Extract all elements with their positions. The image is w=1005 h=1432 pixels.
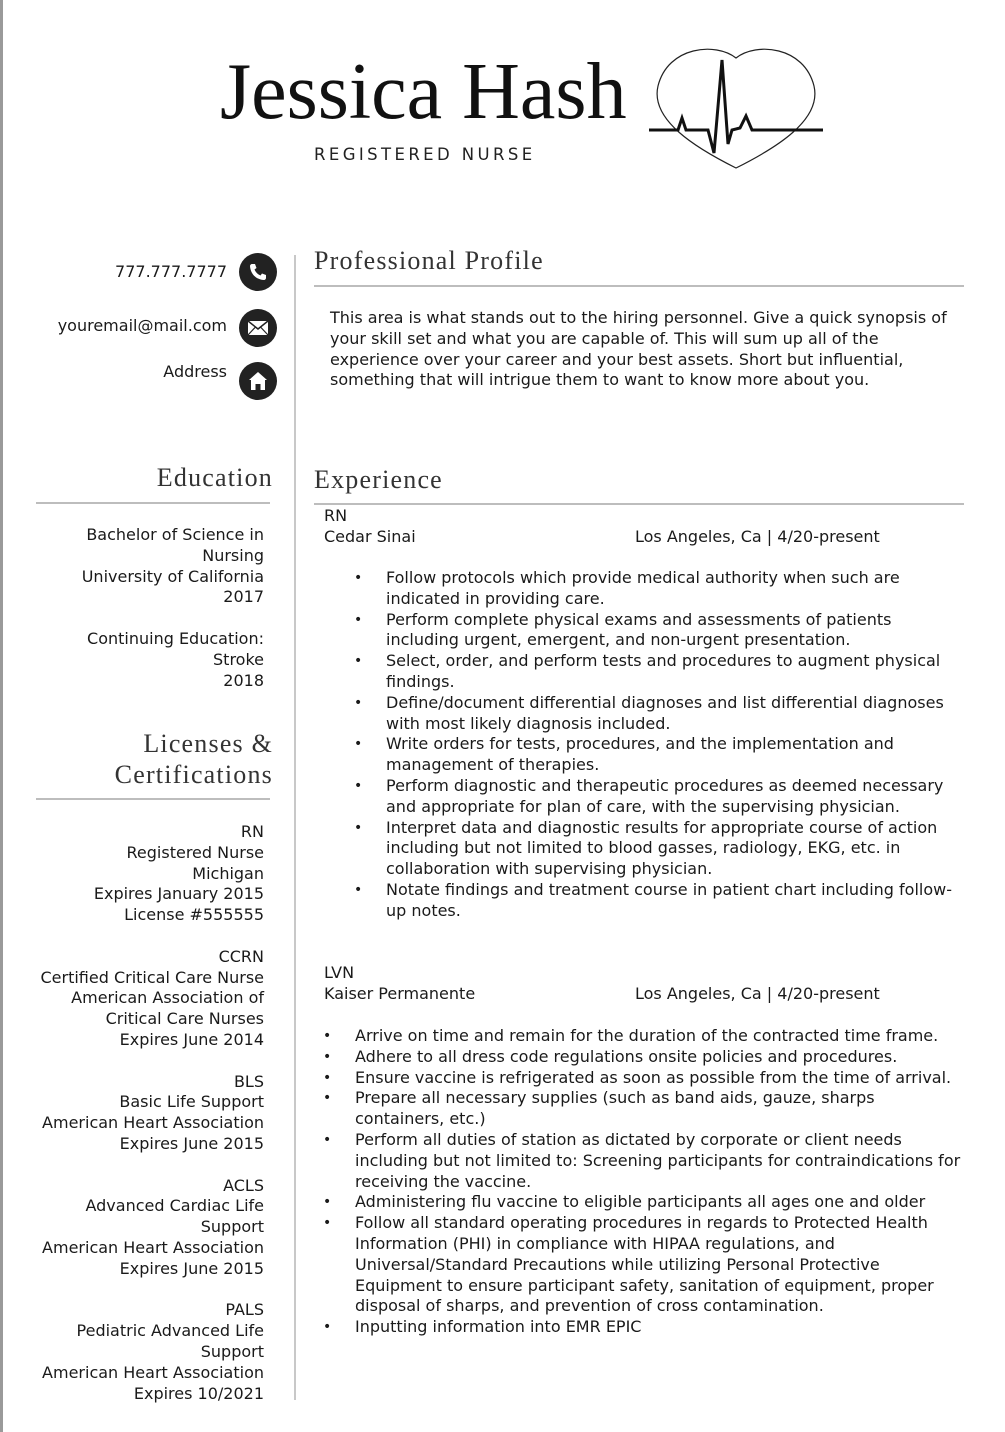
phone-text: 777.777.7777 [115, 262, 227, 281]
bullet-text: Perform diagnostic and therapeutic procedures as deemed necessary and appropriate for plan of care, with the supervising physician. [386, 775, 944, 816]
bullet-icon: • [354, 570, 363, 586]
education-line: University of California [81, 566, 264, 586]
education-line: Stroke [213, 649, 264, 669]
heart-ekg-icon [646, 48, 826, 172]
license-line: Expires January 2015 [93, 884, 264, 904]
job-location-date: Los Angeles, Ca | 4/20-present [635, 983, 880, 1003]
license-line: Basic Life Support [119, 1092, 264, 1112]
licenses-list [40, 822, 264, 1425]
license-line: Pediatric Advanced Life [76, 1321, 264, 1341]
license-line: Michigan [192, 863, 264, 883]
education-line: 2017 [223, 587, 264, 607]
education-line: Nursing [202, 545, 264, 565]
education-block [82, 629, 264, 691]
education-line: 2018 [223, 670, 264, 690]
bullet-text: Perform complete physical exams and assessments of patients including urgent, emergent, and non-urgent presentation. [386, 609, 892, 650]
license-line: Advanced Cardiac Life [85, 1196, 264, 1216]
license-line: Expires 10/2021 [133, 1383, 264, 1403]
bullet-item [323, 1067, 967, 1089]
education-line: Continuing Education: [87, 628, 264, 648]
bullet-text: Ensure vaccine is refrigerated as soon as possible from the time of arrival. [355, 1067, 952, 1087]
licenses-rule [36, 798, 270, 800]
bullet-item [323, 1129, 967, 1192]
bullet-icon: • [354, 611, 363, 628]
bullet-item [323, 1026, 967, 1047]
license-block [40, 1300, 264, 1404]
phone-icon [239, 253, 277, 291]
bullet-icon: • [323, 1048, 332, 1065]
bullet-item [354, 775, 958, 818]
bullet-text: Arrive on time and remain for the duration of the contracted time frame. [355, 1026, 939, 1045]
bullet-item [354, 609, 958, 652]
bullet-icon: • [354, 777, 363, 794]
bullet-text: Prepare all necessary supplies (such as band aids, gauze, sharps containers, etc.) [355, 1088, 875, 1129]
address-text: Address [163, 362, 227, 381]
job-employer: Kaiser Permanente [324, 983, 476, 1003]
bullet-item [354, 568, 958, 610]
bullet-text: Follow all standard operating procedures in regards to Protected Health Information (PHI) in compliance with HIPAA regulations, and Universal/Standard Precautions while utilizing Personal Protective Equipment to ensure participant safety, sanitation of equipment, proper disposal of sharps, and prevention of cross contamination. [355, 1213, 934, 1316]
bullet-text: Administering flu vaccine to eligible participants all ages one and older [355, 1192, 926, 1212]
bullet-text: Select, order, and perform tests and procedures to augment physical findings. [386, 651, 941, 691]
bullet-item [354, 879, 958, 922]
bullet-item [354, 734, 958, 776]
bullet-icon: • [323, 1090, 332, 1107]
bullet-item [323, 1046, 967, 1068]
license-line: American Heart Association [42, 1362, 264, 1382]
bullet-icon: • [354, 653, 363, 670]
bullet-text: Write orders for tests, procedures, and the implementation and management of therapies. [386, 734, 894, 775]
license-line: Registered Nurse [126, 842, 264, 862]
profile-heading: Professional Profile [314, 246, 544, 275]
bullet-icon: • [323, 1131, 332, 1148]
job-role: LVN [324, 963, 355, 982]
license-line: Expires June 2015 [119, 1258, 264, 1278]
experience-rule [314, 503, 964, 505]
job-location-date: Los Angeles, Ca | 4/20-present [635, 526, 880, 546]
license-block [40, 1072, 264, 1155]
license-line: Support [200, 1217, 264, 1237]
bullet-text: Inputting information into EMR EPIC [355, 1317, 642, 1337]
bullet-item [354, 692, 958, 735]
profile-rule [314, 285, 964, 287]
bullet-text: Adhere to all dress code regulations onsite policies and procedures. [355, 1046, 898, 1066]
job-rn-bullets [354, 568, 958, 922]
home-icon [239, 362, 277, 400]
license-line: CCRN [218, 946, 264, 966]
education-rule [36, 502, 270, 504]
license-line: ACLS [223, 1175, 264, 1195]
license-line: Expires June 2014 [119, 1029, 264, 1049]
profile-text: This area is what stands out to the hiring personnel. Give a quick synopsis of your skill set and what you are capable of. This will sum up all of the experience over your career and your best assets. Short but influential, something that will intrigue them to want to know more about you. [330, 308, 947, 390]
license-line: Critical Care Nurses [105, 1009, 264, 1029]
bullet-icon: • [323, 1215, 332, 1232]
job-lvn-bullets [323, 1026, 967, 1338]
bullet-text: Define/document differential diagnoses and list differential diagnoses with most likely diagnosis included. [386, 692, 944, 733]
bullet-item [323, 1317, 967, 1338]
experience-heading: Experience [314, 465, 443, 494]
license-line: Certified Critical Care Nurse [40, 967, 264, 987]
education-line: Bachelor of Science in [86, 525, 264, 544]
license-block [40, 1176, 264, 1280]
job-employer: Cedar Sinai [324, 526, 416, 546]
bullet-icon: • [323, 1028, 332, 1044]
license-line: License #555555 [124, 905, 264, 925]
job-lvn [324, 963, 964, 1005]
licenses-heading-line2: Certifications [114, 760, 273, 789]
envelope-icon [239, 309, 277, 347]
candidate-name: Jessica Hash [220, 48, 627, 136]
license-block [40, 822, 264, 926]
license-line: American Heart Association [42, 1113, 264, 1133]
bullet-item [323, 1192, 967, 1213]
job-role: RN [324, 506, 348, 525]
education-heading: Education [156, 463, 273, 492]
bullet-icon: • [354, 819, 363, 836]
bullet-icon: • [354, 881, 363, 898]
bullet-text: Perform all duties of station as dictated by corporate or client needs including but not limited to: Screening participants for contraindications for receiving the vaccine. [355, 1129, 961, 1191]
license-line: BLS [233, 1071, 264, 1091]
job-rn [324, 506, 964, 548]
license-block [40, 947, 264, 1051]
bullet-item [354, 817, 958, 880]
bullet-icon: • [323, 1319, 332, 1336]
bullet-text: Interpret data and diagnostic results for appropriate course of action including but not limited to blood gasses, radiology, EKG, etc. in collaboration with supervising physician. [386, 817, 938, 879]
license-line: Expires June 2015 [119, 1133, 264, 1153]
education-block [82, 525, 264, 608]
bullet-icon: • [354, 736, 363, 753]
education-list [82, 525, 264, 712]
email-text: youremail@mail.com [57, 316, 227, 335]
license-line: RN [240, 822, 264, 841]
bullet-item [354, 651, 958, 693]
license-line: American Heart Association [42, 1237, 264, 1257]
bullet-icon: • [323, 1194, 332, 1211]
bullet-icon: • [354, 694, 363, 711]
license-line: PALS [225, 1300, 264, 1320]
column-divider [294, 255, 296, 1400]
bullet-item [323, 1213, 967, 1317]
candidate-title: REGISTERED NURSE [314, 145, 536, 164]
bullet-text: Follow protocols which provide medical authority when such are indicated in providing care. [386, 568, 900, 608]
bullet-icon: • [323, 1069, 332, 1086]
license-line: Support [200, 1341, 264, 1361]
page-edge [0, 0, 3, 1432]
licenses-heading-line1: Licenses & [143, 729, 273, 758]
bullet-item [323, 1088, 967, 1130]
bullet-text: Notate findings and treatment course in patient chart including follow-up notes. [386, 879, 952, 920]
license-line: American Association of [71, 988, 264, 1008]
